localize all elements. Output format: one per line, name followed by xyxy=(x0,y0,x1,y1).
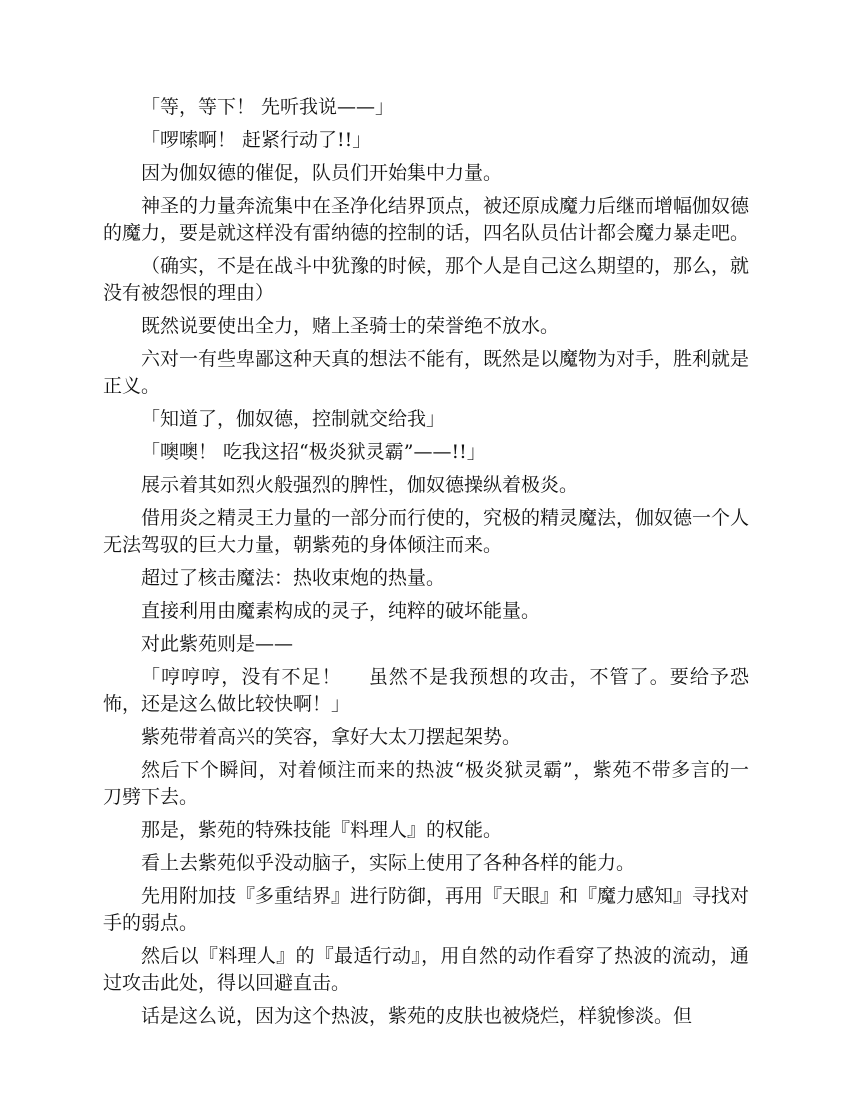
paragraph: 「啰嗦啊！ 赶紧行动了!!」 xyxy=(141,129,372,151)
paragraph: 然后下个瞬间，对着倾注而来的热波“极炎狱灵霸”，紫苑不带多言的一刀劈下去。 xyxy=(103,759,749,808)
paragraph: 对此紫苑则是—— xyxy=(141,633,294,655)
paragraph: （确实，不是在战斗中犹豫的时候，那个人是自己这么期望的，那么，就没有被怨恨的理由） xyxy=(103,255,750,304)
text-body xyxy=(103,94,749,1036)
paragraph: 紫苑带着高兴的笑容，拿好大太刀摆起架势。 xyxy=(141,726,522,748)
paragraph: 话是这么说，因为这个热波，紫苑的皮肤也被烧烂，样貌惨淡。但 xyxy=(141,1005,693,1027)
paragraph: 那是，紫苑的特殊技能『料理人』的权能。 xyxy=(141,819,503,841)
paragraph: 「等，等下！ 先听我说——」 xyxy=(141,96,395,118)
paragraph: 借用炎之精灵王力量的一部分而行使的，究极的精灵魔法，伽奴德一个人无法驾驭的巨大力量，朝紫苑的身体倾注而来。 xyxy=(103,507,750,556)
paragraph: 看上去紫苑似乎没动脑子，实际上使用了各种各样的能力。 xyxy=(141,852,636,874)
paragraph: 展示着其如烈火般强烈的脾性，伽奴德操纵着极炎。 xyxy=(141,474,579,496)
paragraph: 先用附加技『多重结界』进行防御，再用『天眼』和『魔力感知』寻找对手的弱点。 xyxy=(103,885,750,934)
paragraph: 「知道了，伽奴德，控制就交给我」 xyxy=(141,408,446,430)
paragraph: 既然说要使出全力，赌上圣骑士的荣誉绝不放水。 xyxy=(141,315,560,337)
paragraph: 超过了核击魔法：热收束炮的热量。 xyxy=(141,567,446,589)
paragraph: 六对一有些卑鄙这种天真的想法不能有，既然是以魔物为对手，胜利就是正义。 xyxy=(103,348,750,397)
paragraph: 「哼哼哼，没有不足！ 虽然不是我预想的攻击，不管了。要给予恐怖，还是这么做比较快啊！」 xyxy=(103,666,749,715)
paragraph: 因为伽奴德的催促，队员们开始集中力量。 xyxy=(141,162,503,184)
paragraph: 「噢噢！ 吃我这招“极炎狱灵霸”——!!」 xyxy=(141,441,486,463)
paragraph: 直接利用由魔素构成的灵子，纯粹的破坏能量。 xyxy=(141,600,541,622)
paragraph: 神圣的力量奔流集中在圣净化结界顶点，被还原成魔力后继而增幅伽奴德的魔力，要是就这样没有雷纳德的控制的话，四名队员估计都会魔力暴走吧。 xyxy=(103,195,750,244)
paragraph: 然后以『料理人』的『最适行动』，用自然的动作看穿了热波的流动，通过攻击此处，得以回避直击。 xyxy=(103,945,749,994)
